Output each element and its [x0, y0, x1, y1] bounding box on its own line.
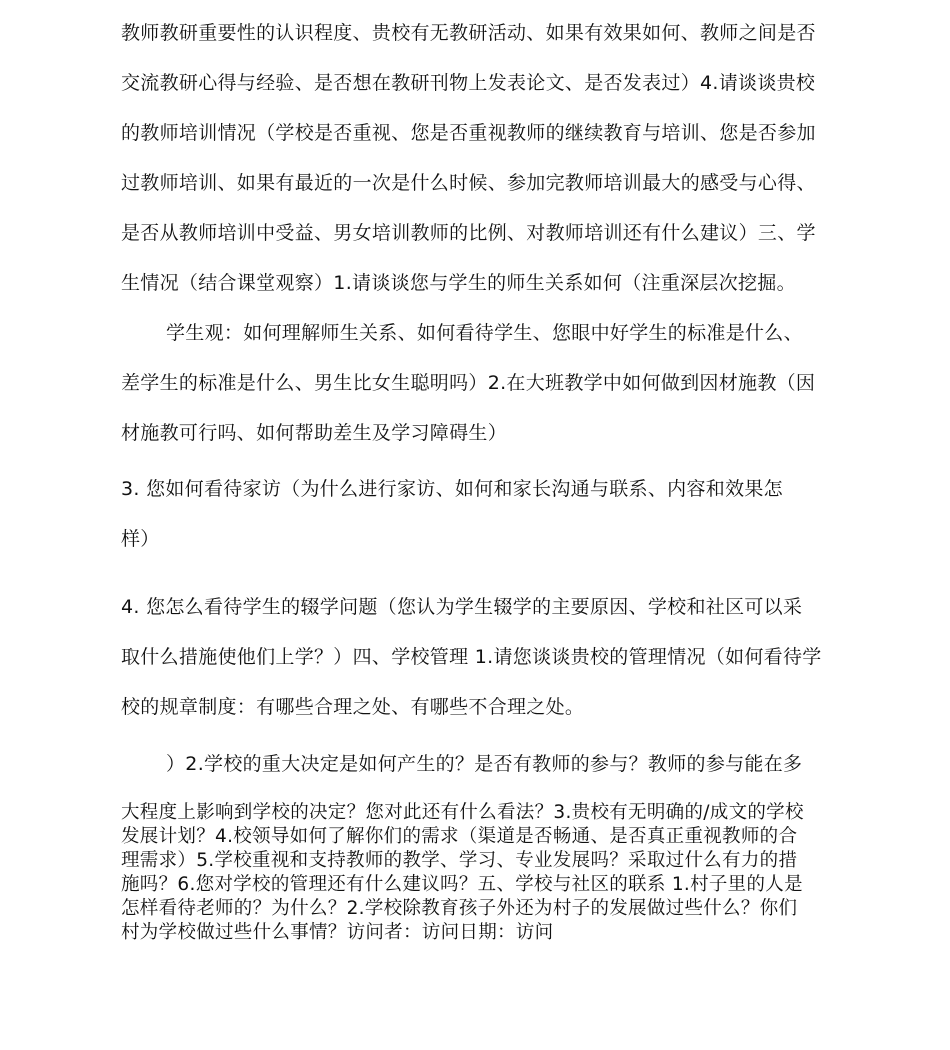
text-line: 过教师培训、如果有最近的一次是什么时候、参加完教师培训最大的感受与心得、: [121, 172, 816, 194]
text-line: 施吗？6.您对学校的管理还有什么建议吗？五、学校与社区的联系 1.村子里的人是: [121, 874, 803, 895]
text-line: 材施教可行吗、如何帮助差生及学习障碍生）: [121, 422, 508, 444]
text-line: 村为学校做过些什么事情？访问者：访问日期：访问: [121, 922, 554, 943]
text-line: 生情况（结合课堂观察）1.请谈谈您与学生的师生关系如何（注重深层次挖掘。: [121, 272, 796, 294]
text-line: 怎样看待老师的？为什么？2.学校除教育孩子外还为村子的发展做过些什么？你们: [121, 898, 798, 919]
text-line: 交流教研心得与经验、是否想在教研刊物上发表论文、是否发表过）4.请谈谈贵校: [121, 72, 816, 94]
text-line: 发展计划？4.校领导如何了解你们的需求（渠道是否畅通、是否真正重视教师的合: [121, 826, 798, 847]
text-line: 样）: [121, 528, 160, 550]
text-line: 差学生的标准是什么、男生比女生聪明吗）2.在大班教学中如何做到因材施教（因: [121, 372, 816, 394]
text-line: 4. 您怎么看待学生的辍学问题（您认为学生辍学的主要原因、学校和社区可以采: [121, 596, 803, 618]
text-line: 是否从教师培训中受益、男女培训教师的比例、对教师培训还有什么建议）三、学: [121, 222, 816, 244]
text-line: 的教师培训情况（学校是否重视、您是否重视教师的继续教育与培训、您是否参加: [121, 122, 816, 144]
text-line: 理需求）5.学校重视和支持教师的教学、学习、专业发展吗？采取过什么有力的措: [121, 850, 798, 871]
text-line: 校的规章制度：有哪些合理之处、有哪些不合理之处。: [121, 696, 585, 718]
text-line: 学生观：如何理解师生关系、如何看待学生、您眼中好学生的标准是什么、: [166, 322, 803, 344]
text-line: 3. 您如何看待家访（为什么进行家访、如何和家长沟通与联系、内容和效果怎: [121, 478, 783, 500]
text-line: 大程度上影响到学校的决定？您对此还有什么看法？3.贵校有无明确的/成文的学校: [121, 802, 804, 823]
text-line: 教师教研重要性的认识程度、贵校有无教研活动、如果有效果如何、教师之间是否: [121, 22, 816, 44]
text-line: ）2.学校的重大决定是如何产生的？是否有教师的参与？教师的参与能在多: [166, 753, 803, 775]
text-line: 取什么措施使他们上学？）四、学校管理 1.请您谈谈贵校的管理情况（如何看待学: [121, 646, 822, 668]
